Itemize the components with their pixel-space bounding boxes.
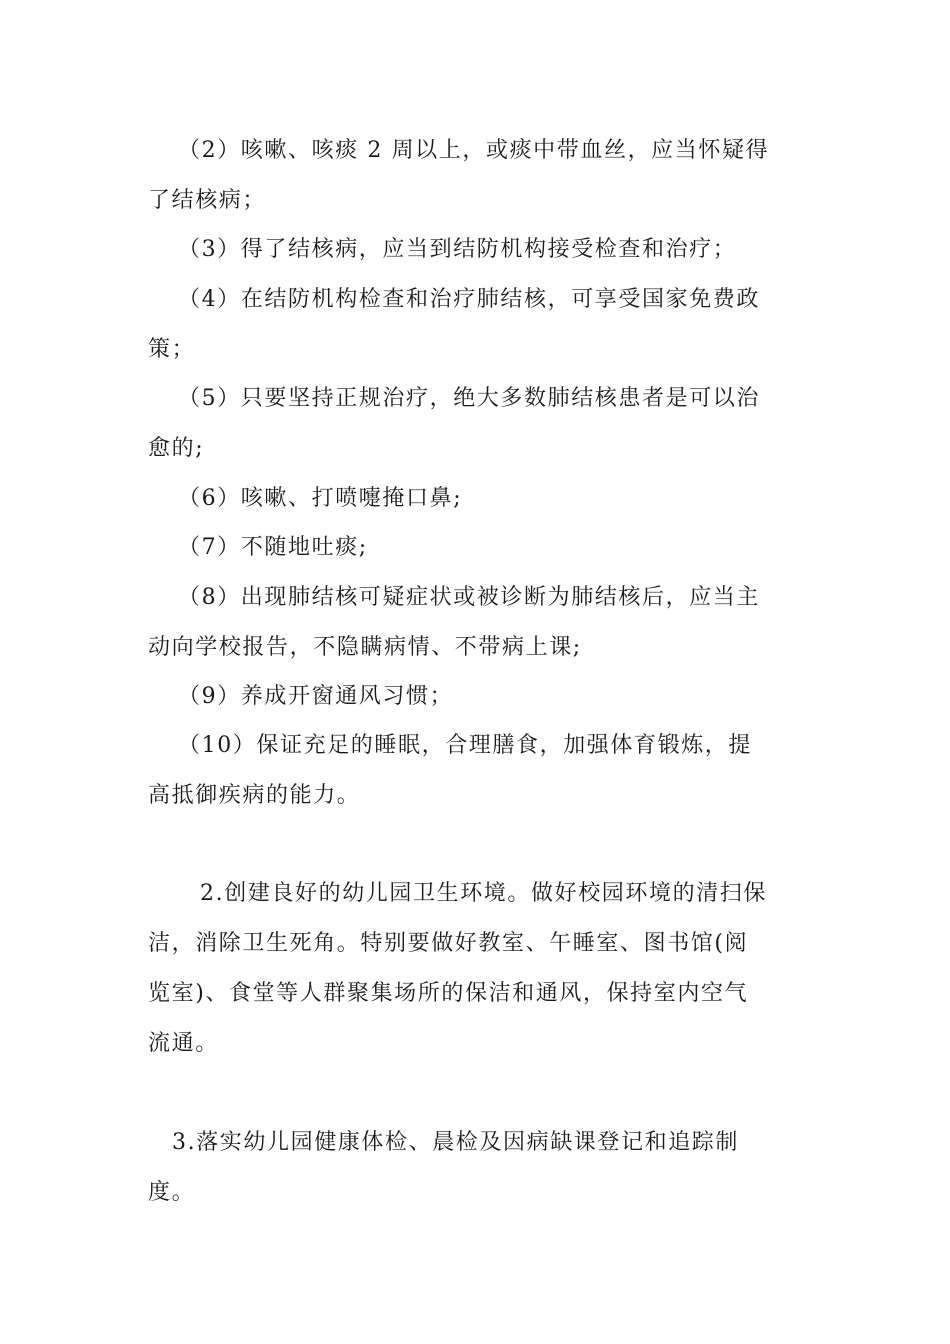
list-item-8-line-2: 动向学校报告，不隐瞒病情、不带病上课; [148, 635, 582, 660]
list-item-9-line-1: （9）养成开窗通风习惯； [178, 684, 454, 709]
list-item-4-line-2: 策； [148, 337, 196, 362]
list-item-2-line-1: （2）咳嗽、咳痰 2 周以上，或痰中带血丝，应当怀疑得 [178, 138, 770, 163]
list-item-3-line-1: （3）得了结核病，应当到结防机构接受检查和治疗； [178, 237, 737, 262]
section-3-line-2: 度。 [148, 1180, 196, 1205]
section-2-line-2: 洁，消除卫生死角。特别要做好教室、午睡室、图书馆(阅 [148, 931, 749, 956]
list-item-4-line-1: （4）在结防机构检查和治疗肺结核，可享受国家免费政 [178, 287, 760, 312]
list-item-8-line-1: （8）出现肺结核可疑症状或被诊断为肺结核后，应当主 [178, 585, 760, 610]
list-item-10-line-2: 高抵御疾病的能力。 [148, 783, 361, 808]
section-2-line-4: 流通。 [148, 1031, 219, 1056]
list-item-5-line-2: 愈的; [148, 436, 205, 461]
list-item-5-line-1: （5）只要坚持正规治疗，绝大多数肺结核患者是可以治 [178, 386, 760, 411]
section-2-line-1: 2.创建良好的幼儿园卫生环境。做好校园环境的清扫保 [200, 881, 767, 906]
list-item-6-line-1: （6）咳嗽、打喷嚏掩口鼻; [178, 486, 463, 511]
list-item-7-line-1: （7）不随地吐痰; [178, 535, 368, 560]
list-item-2-line-2: 了结核病； [148, 188, 267, 213]
list-item-10-line-1: （10）保证充足的睡眠，合理膳食，加强体育锻炼，提 [178, 733, 752, 758]
section-3-line-1: 3.落实幼儿园健康体检、晨检及因病缺课登记和追踪制 [172, 1130, 739, 1155]
section-2-line-3: 览室)、食堂等人群聚集场所的保洁和通风，保持室内空气 [148, 981, 749, 1006]
